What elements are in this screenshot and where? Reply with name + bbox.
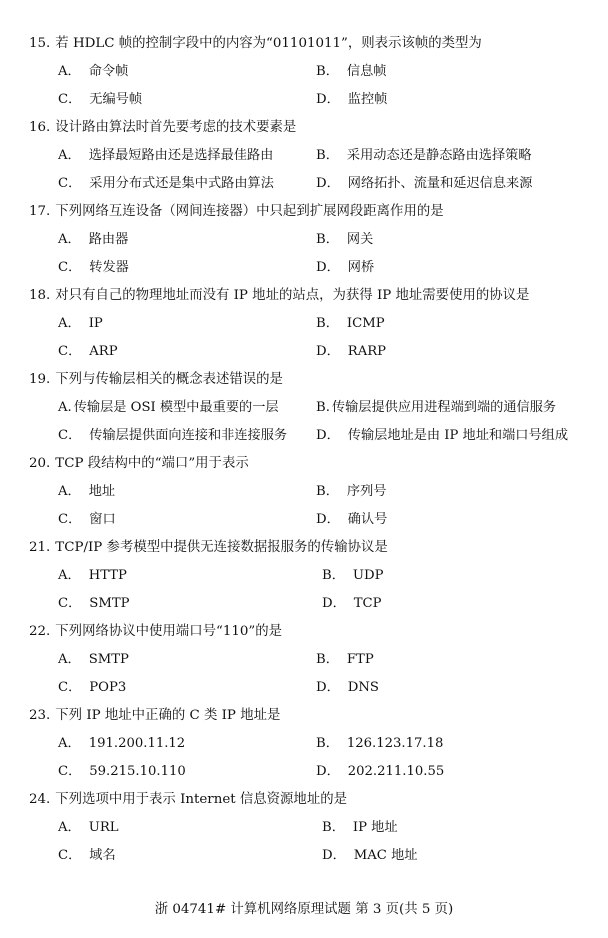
question-text: 对只有自己的物理地址而没有 IP 地址的站点，为获得 IP 地址需要使用的协议是: [55, 288, 530, 303]
question-number: 24.: [29, 792, 51, 807]
option-c: C． 59.215.10.110: [58, 764, 186, 779]
option-a: A． 191.200.11.12: [58, 736, 186, 751]
question-number: 15.: [29, 36, 51, 51]
question-stem: [29, 200, 444, 224]
question-17: [0, 200, 608, 284]
option-d: D． 传输层地址是由 IP 地址和端口号组成: [316, 428, 569, 443]
option-a: A． 地址: [58, 484, 116, 499]
question-number: 22.: [29, 624, 51, 639]
option-c: C． 采用分布式还是集中式路由算法: [58, 176, 274, 191]
option-b: B． 126.123.17.18: [316, 736, 444, 751]
option-a: A． 选择最短路由还是选择最佳路由: [58, 148, 274, 163]
question-stem: [29, 620, 282, 644]
question-19: [0, 368, 608, 452]
option-c: C． ARP: [58, 344, 118, 359]
question-number: 16.: [29, 120, 51, 135]
question-15: [0, 32, 608, 116]
option-c: C． 域名: [58, 848, 116, 863]
question-stem: [29, 368, 283, 392]
question-text: 若 HDLC 帧的控制字段中的内容为“01101011”，则表示该帧的类型为: [55, 36, 482, 51]
option-d: D． DNS: [316, 680, 379, 695]
option-c: C． 传输层提供面向连接和非连接服务: [58, 428, 288, 443]
option-a: A． HTTP: [58, 568, 127, 583]
question-stem: [29, 116, 296, 140]
question-21: [0, 536, 608, 620]
question-text: TCP/IP 参考模型中提供无连接数据报服务的传输协议是: [55, 540, 388, 555]
option-d: D． 确认号: [316, 512, 388, 527]
option-d: D． TCP: [322, 596, 382, 611]
question-text: 下列选项中用于表示 Internet 信息资源地址的是: [55, 792, 347, 807]
question-16: [0, 116, 608, 200]
question-text: 下列 IP 地址中正确的 C 类 IP 地址是: [55, 708, 281, 723]
question-text: 设计路由算法时首先要考虑的技术要素是: [55, 120, 297, 135]
question-number: 20.: [29, 456, 51, 471]
question-number: 18.: [29, 288, 51, 303]
option-d: D． RARP: [316, 344, 387, 359]
option-b: B． 网关: [316, 232, 374, 247]
option-b: B． FTP: [316, 652, 374, 667]
question-stem: [29, 32, 482, 56]
question-text: 下列网络互连设备（网间连接器）中只起到扩展网段距离作用的是: [55, 204, 444, 219]
option-a: A. 传输层是 OSI 模型中最重要的一层: [58, 400, 279, 415]
option-b: B． UDP: [322, 568, 384, 583]
option-a: A． 命令帧: [58, 64, 129, 79]
option-b: B． 信息帧: [316, 64, 387, 79]
option-c: C． 窗口: [58, 512, 116, 527]
option-b: B． ICMP: [316, 316, 385, 331]
option-c: C． 无编号帧: [58, 92, 143, 107]
question-number: 21.: [29, 540, 51, 555]
option-d: D． 网桥: [316, 260, 375, 275]
option-a: A． SMTP: [58, 652, 129, 667]
question-number: 17.: [29, 204, 51, 219]
option-b: B． 序列号: [316, 484, 387, 499]
option-d: D． 监控帧: [316, 92, 388, 107]
question-stem: [29, 452, 249, 476]
option-a: A． IP: [58, 316, 103, 331]
option-b: B. 传输层提供应用进程端到端的通信服务: [316, 400, 557, 415]
option-d: D． 网络拓扑、流量和延迟信息来源: [316, 176, 533, 191]
option-c: C． 转发器: [58, 260, 129, 275]
question-number: 19.: [29, 372, 51, 387]
question-24: [0, 788, 608, 872]
question-text: TCP 段结构中的“端口”用于表示: [55, 456, 249, 471]
option-b: B． IP 地址: [322, 820, 398, 835]
option-c: C． SMTP: [58, 596, 130, 611]
question-stem: [29, 704, 280, 728]
option-a: A． 路由器: [58, 232, 129, 247]
option-b: B． 采用动态还是静态路由选择策略: [316, 148, 532, 163]
question-23: [0, 704, 608, 788]
question-stem: [29, 284, 529, 308]
question-text: 下列与传输层相关的概念表述错误的是: [55, 372, 283, 387]
question-number: 23.: [29, 708, 51, 723]
question-18: [0, 284, 608, 368]
question-stem: [29, 536, 388, 560]
option-d: D． 202.211.10.55: [316, 764, 445, 779]
page-footer: 浙 04741# 计算机网络原理试题 第 3 页(共 5 页): [154, 902, 454, 917]
option-a: A． URL: [58, 820, 119, 835]
question-22: [0, 620, 608, 704]
question-stem: [29, 788, 347, 812]
question-20: [0, 452, 608, 536]
question-text: 下列网络协议中使用端口号“110”的是: [55, 624, 283, 639]
option-d: D． MAC 地址: [322, 848, 418, 863]
option-c: C． POP3: [58, 680, 127, 695]
